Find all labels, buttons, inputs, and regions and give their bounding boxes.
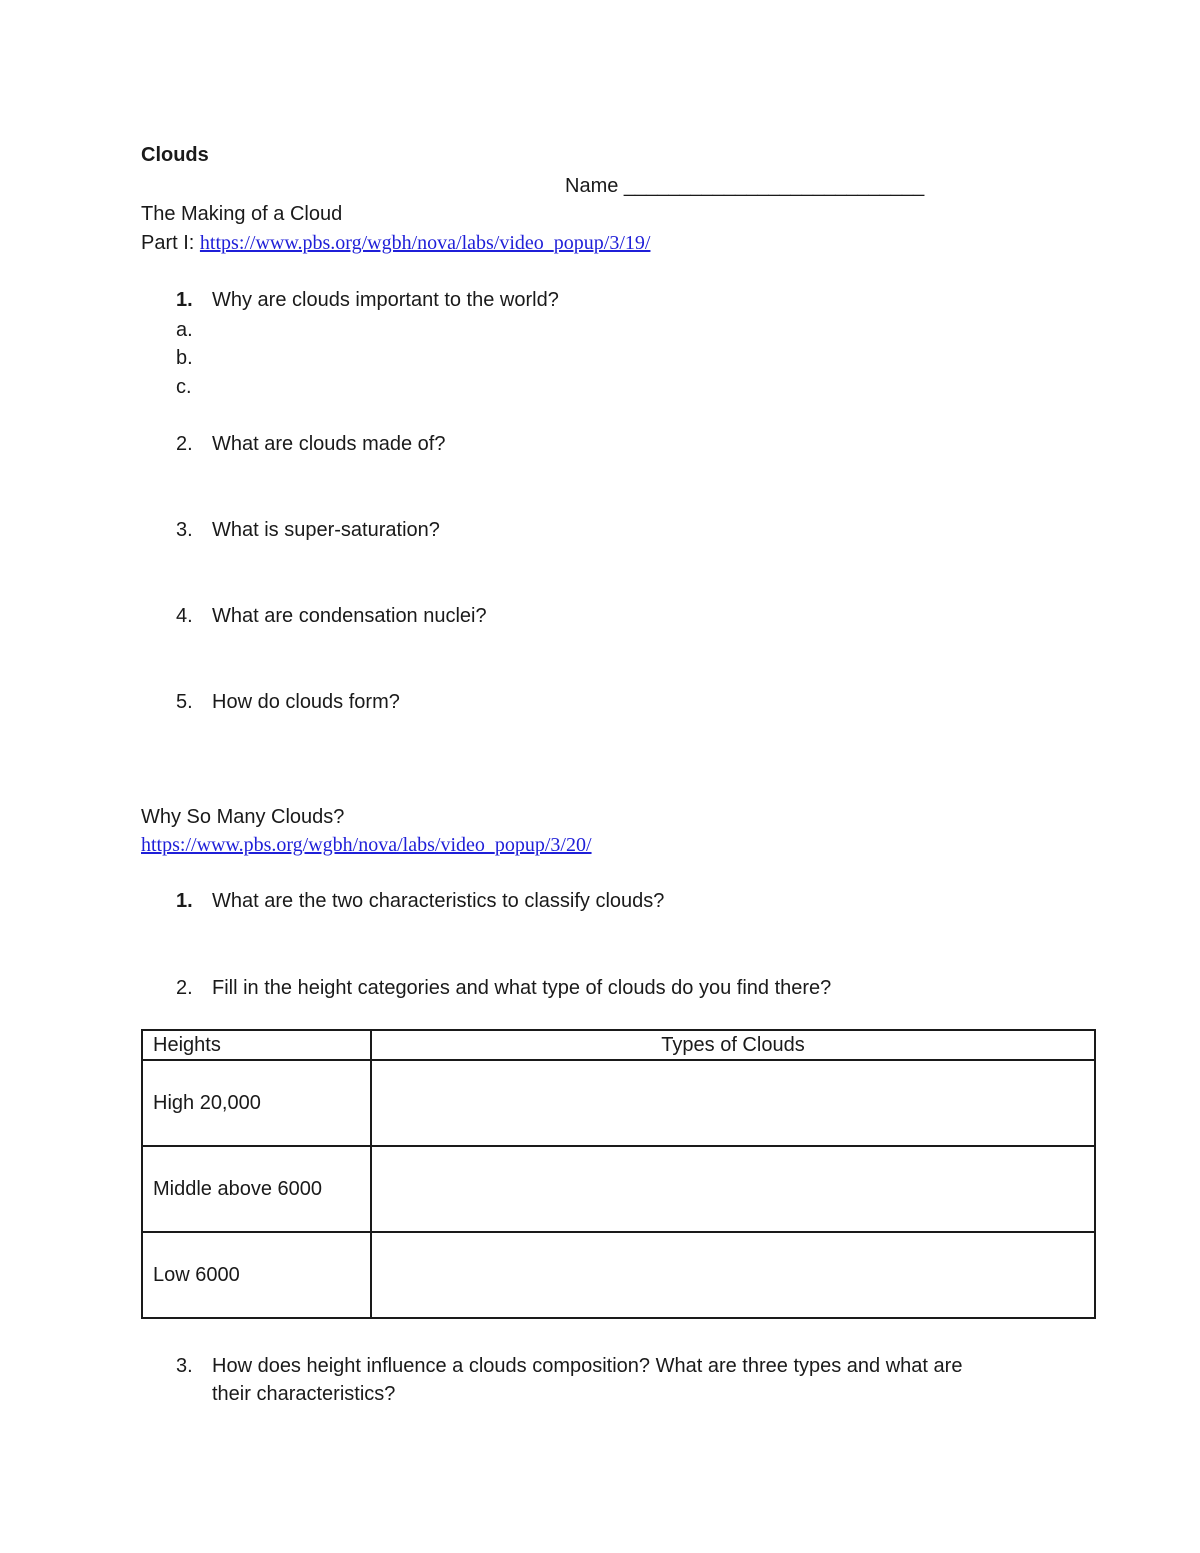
section-heading-why-so-many-clouds: Why So Many Clouds? <box>141 806 345 828</box>
question-text: How do clouds form? <box>212 691 400 713</box>
height-cell: High 20,000 <box>142 1060 371 1146</box>
column-header-heights: Heights <box>142 1030 371 1060</box>
part1-link-line <box>141 231 650 255</box>
question-text: Why are clouds important to the world? <box>212 289 559 311</box>
sub-item-label: b. <box>176 347 193 369</box>
table-header-row <box>142 1030 1095 1060</box>
types-answer-cell[interactable] <box>371 1060 1095 1146</box>
page-title: Clouds <box>141 144 209 166</box>
name-field-label: Name ___________________________ <box>565 175 925 197</box>
part2-video-link[interactable]: https://www.pbs.org/wgbh/nova/labs/video_popup/3/20/ <box>141 834 592 856</box>
question-text-line2: their characteristics? <box>212 1383 396 1405</box>
column-header-types-of-clouds: Types of Clouds <box>371 1030 1095 1060</box>
question-number: 3. <box>176 1355 193 1377</box>
question-text: What is super-saturation? <box>212 519 440 541</box>
question-number: 1. <box>176 289 193 311</box>
part2-link-line <box>141 833 592 857</box>
question-text: What are condensation nuclei? <box>212 605 487 627</box>
sub-item-label: a. <box>176 319 193 341</box>
sub-item-label: c. <box>176 376 192 398</box>
question-text: What are the two characteristics to classify clouds? <box>212 890 665 912</box>
section-heading-making-of-cloud: The Making of a Cloud <box>141 203 343 225</box>
question-text: Fill in the height categories and what type of clouds do you find there? <box>212 977 832 999</box>
question-number: 5. <box>176 691 193 713</box>
question-number: 1. <box>176 890 193 912</box>
question-number: 4. <box>176 605 193 627</box>
question-number: 3. <box>176 519 193 541</box>
table-row <box>142 1060 1095 1146</box>
question-number: 2. <box>176 977 193 999</box>
question-number: 2. <box>176 433 193 455</box>
part1-link-prefix: Part I: <box>141 232 195 254</box>
table-row <box>142 1232 1095 1318</box>
height-cell: Middle above 6000 <box>142 1146 371 1232</box>
question-text: What are clouds made of? <box>212 433 446 455</box>
question-text-line1: How does height influence a clouds composition? What are three types and what are <box>212 1355 963 1377</box>
types-answer-cell[interactable] <box>371 1146 1095 1232</box>
part1-video-link[interactable]: https://www.pbs.org/wgbh/nova/labs/video_popup/3/19/ <box>199 232 651 254</box>
table-row <box>142 1146 1095 1232</box>
height-categories-table <box>141 1029 1096 1319</box>
types-answer-cell[interactable] <box>371 1232 1095 1318</box>
height-cell: Low 6000 <box>142 1232 371 1318</box>
